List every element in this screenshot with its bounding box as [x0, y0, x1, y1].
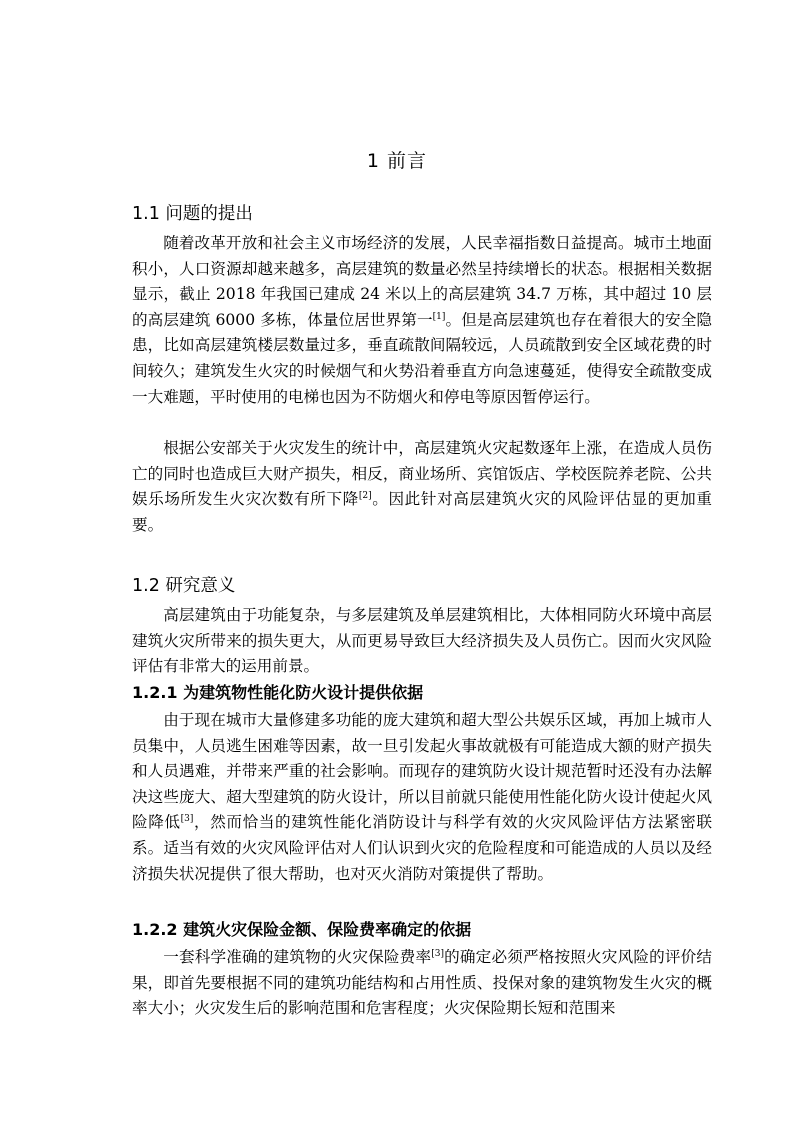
paragraph-text: 。但是高层建筑也存在着很大的安全隐患，比如高层建筑楼层数量过多，垂直疏散间隔较远，人员疏散到安全区域花费的时间较久；建筑发生火灾的时候烟气和火势沿着垂直方向急速蔓延，使得安全疏散变成一大难题，平时使用的电梯也因为不防烟火和停电等原因暂停运行。 [132, 310, 712, 406]
paragraph-text: 一套科学准确的建筑物的火灾保险费率 [163, 948, 432, 966]
citation-ref: [3] [180, 814, 194, 825]
paragraph: 高层建筑由于功能复杂，与多层建筑及单层建筑相比，大体相同防火环境中高层建筑火灾所带来的损失更大，从而更易导致巨大经济损失及人员伤亡。因而火灾风险评估有非常大的运用前景。 [132, 606, 712, 676]
citation-ref: [1] [432, 311, 446, 322]
paragraph-text: ，然而恰当的建筑性能化消防设计与科学有效的火灾风险评估方法紧密联系。适当有效的火灾风险评估对人们认识到火灾的危险程度和可能造成的人员以及经济损失状况提供了很大帮助，也对灭火消防对策提供了帮助。 [132, 813, 712, 883]
paragraph-text: 随着改革开放和社会主义市场经济的发展，人民幸福指数日益提高。城市土地面积小，人口资源却越来越多，高层建筑的数量必然呈持续增长的状态。根据相关数据显示，截止 2018 年我国已建成 24 米以上的高层建筑 34.7 万栋，其中超过 10 层的高层建筑 6000 多栋，体量位居世界第一 [132, 234, 712, 329]
paragraph [132, 945, 712, 1022]
section-heading-1-2: 1.2 研究意义 [132, 576, 236, 596]
paragraph [132, 436, 712, 538]
section-heading-1-1: 1.1 问题的提出 [132, 204, 253, 224]
paragraph-text: 。因此针对高层建筑火灾的风险评估显的更加重要。 [132, 490, 712, 534]
citation-ref: [3] [431, 948, 444, 959]
citation-ref: [2] [358, 491, 372, 501]
paragraph [132, 231, 712, 410]
subsection-heading-1-2-1: 1.2.1 为建筑物性能化防火设计提供依据 [132, 683, 424, 702]
paragraph-text: 根据公安部关于火灾发生的统计中，高层建筑火灾起数逐年上涨，在造成人员伤亡的同时也造成巨大财产损失，相反，商业场所、宾馆饭店、学校医院养老院、公共娱乐场所发生火灾次数有所下降 [132, 439, 712, 509]
paragraph-text: 由于现在城市大量修建多功能的庞大建筑和超大型公共娱乐区域，再加上城市人员集中，人员逃生困难等因素，故一旦引发起火事故就极有可能造成大额的财产损失和人员遇难，并带来严重的社会影响。而现存的建筑防火设计规范暂时还没有办法解决这些庞大、超大型建筑的防火设计，所以目前就只能使用性能化防火设计使起火风险降低 [132, 711, 712, 832]
paragraph [132, 708, 712, 887]
subsection-heading-1-2-2: 1.2.2 建筑火灾保险金额、保险费率确定的依据 [132, 920, 472, 939]
paragraph-text: 的确定必须严格按照火灾风险的评价结果，即首先要根据不同的建筑功能结构和占用性质、投保对象的建筑物发生火灾的概率大小；火灾发生后的影响范围和危害程度；火灾保险期长短和范围来 [132, 948, 712, 1018]
chapter-title: 1 前言 [366, 150, 428, 172]
